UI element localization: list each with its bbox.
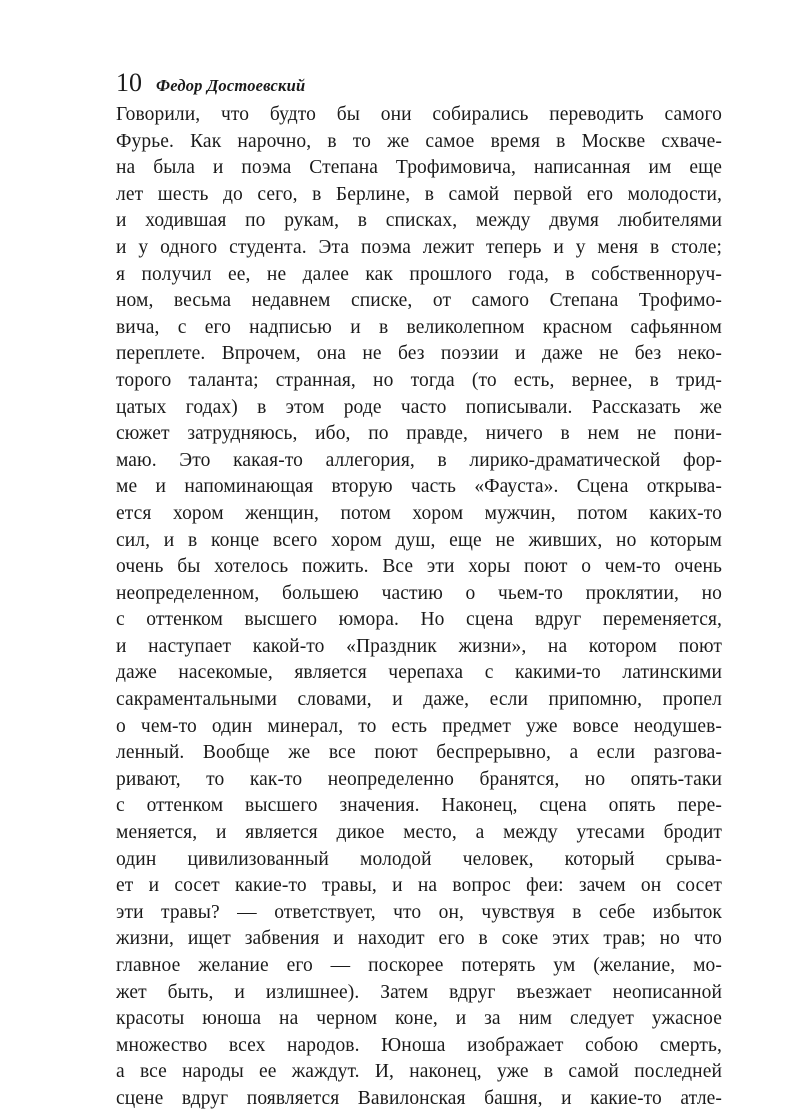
text-line: один цивилизованный молодой человек, который срыва- <box>116 848 722 870</box>
text-line: Фурье. Как нарочно, в то же самое время в Москве схваче- <box>116 130 722 152</box>
text-line: лет шесть до сего, в Берлине, в самой первой его молодости, <box>116 183 722 205</box>
text-line: меняется, и является дикое место, а между утесами бродит <box>116 822 722 844</box>
text-line: с оттенком высшего значения. Наконец, сцена опять пере- <box>116 795 722 817</box>
text-line: переплете. Впрочем, она не без поэзии и даже не без неко- <box>116 343 722 365</box>
text-line: жет быть, и излишнее). Затем вдруг въезжает неописанной <box>116 981 722 1003</box>
text-line: главное желание его — поскорее потерять ум (желание, мо- <box>116 955 722 976</box>
text-line: множество всех народов. Юноша изображает собою смерть, <box>116 1034 722 1056</box>
body-text <box>116 102 722 1113</box>
text-line: ме и напоминающая вторую часть «Фауста». Сцена открыва- <box>116 476 722 498</box>
text-line: жизни, ищет забвения и находит его в соке этих трав; но что <box>116 928 722 950</box>
text-line: красоты юноша на черном коне, и за ним следует ужасное <box>116 1008 722 1030</box>
book-page <box>116 70 722 1113</box>
text-line: цатых годах) в этом роде часто пописывали. Рассказать же <box>116 396 722 418</box>
text-line: сюжет затрудняюсь, ибо, по правде, ничего в нем не пони- <box>116 423 722 445</box>
running-head <box>116 70 722 98</box>
text-line: сил, и в конце всего хором душ, еще не живших, но которым <box>116 529 722 551</box>
text-line: торого таланта; странная, но тогда (то есть, вернее, в трид- <box>116 369 722 391</box>
text-line: сцене вдруг появляется Вавилонская башня, и какие-то атле- <box>116 1087 722 1109</box>
text-line: даже насекомые, является черепаха с какими-то латинскими <box>116 662 722 684</box>
text-line: ривают, то как-то неопределенно бранятся, но опять-таки <box>116 768 722 790</box>
text-line: вича, с его надписью и в великолепном красном сафьянном <box>116 316 722 338</box>
text-line: ется хором женщин, потом хором мужчин, потом каких-то <box>116 502 722 524</box>
text-line: ленный. Вообще же все поют беспрерывно, а если разгова- <box>116 742 722 764</box>
text-line: с оттенком высшего юмора. Но сцена вдруг переменяется, <box>116 609 722 631</box>
text-line: Говорили, что будто бы они собирались переводить самого <box>116 104 722 125</box>
text-line: на была и поэма Степана Трофимовича, написанная им еще <box>116 157 722 179</box>
text-line: ном, весьма недавнем списке, от самого Степана Трофимо- <box>116 290 722 312</box>
text-line: ет и сосет какие-то травы, и на вопрос феи: зачем он сосет <box>116 875 722 897</box>
text-line: о чем-то один минерал, то есть предмет уже вовсе неодушев- <box>116 715 722 737</box>
text-line: маю. Это какая-то аллегория, в лирико-драматической фор- <box>116 449 722 471</box>
text-line: а все народы ее жаждут. И, наконец, уже в самой последней <box>116 1061 722 1083</box>
text-line: и ходившая по рукам, в списках, между двумя любителями <box>116 210 722 232</box>
page-number: 10 <box>116 68 142 97</box>
text-line: неопределенном, большею частию о чьем-то проклятии, но <box>116 582 722 604</box>
running-head-author: Федор Достоевский <box>156 76 306 95</box>
text-line: я получил ее, не далее как прошлого года, в собственноруч- <box>116 263 722 285</box>
text-line: сакраментальными словами, и даже, если припомню, пропел <box>116 689 722 711</box>
text-line: эти травы? — ответствует, что он, чувствуя в себе избыток <box>116 901 722 923</box>
text-line: и у одного студента. Эта поэма лежит теперь и у меня в столе; <box>116 236 722 258</box>
text-line: и наступает какой-то «Праздник жизни», на котором поют <box>116 635 722 657</box>
text-line: очень бы хотелось пожить. Все эти хоры поют о чем-то очень <box>116 556 722 578</box>
